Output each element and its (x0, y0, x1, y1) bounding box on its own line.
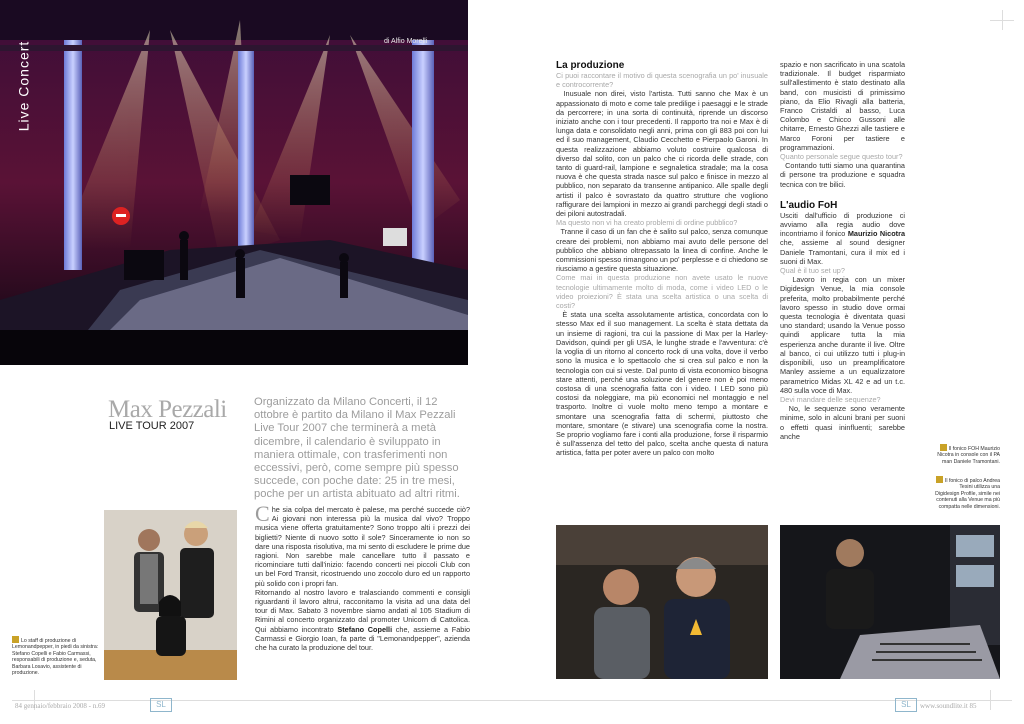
concert-photo (0, 0, 468, 365)
right-footer-tick (990, 690, 991, 710)
interview-text-1: Ci puoi raccontare il motivo di questa scenografia un po' inusuale e controcorrente? Inusuale non direi, visto l'artista. Tutti sanno che Max è un appassionato di moto e come tale predilige i paesaggi e le strade da percorrere; in una sorta di continuità, riprende un discorso iniziato anche con i tour precedenti. Il rapporto tra noi e Max è di lunga data e consolidato negli anni, prima con gli 883 poi con lui ed il suo management, Claudio Cecchetto e Pierpaolo Garoni. In questa realizzazione abbiamo voluto costruire qualcosa di diverso dal solito, con un palco che ci ricorda delle strade, con tanto di guard-rail, lampione e segnaletica stradale; ma la cosa nuova è che questa strada nasce sul palco e finisce in mezzo al pubblico, non separato da transenne antipanico. Alle spalle degli artisti il palco è sovrastato da quattro strutture che vogliono raffigurare dei lampioni in mezzo ai grandi parcheggi degli stadi o dei piloni autostradali. Ma questo non vi ha creato problemi di ordine pubblico? Tranne il caso di un fan che è salito sul palco, senza comunque creare dei problemi, non abbiamo mai avuto delle persone del pubblico che abbiano oltrepassato la linea di confine. Anche le commissioni spesso rimangono un po' perplesse e ci chiedono se riusciamo a gestire questa situazione. Come mai in questa produzione non avete usato le nuove tecnologie ultimamente molto di moda, come i video LED o le video proiezioni? È stata una scelta artistica o una scelta di costi? È stata una scelta assolutamente artistica, concordata con lo stesso Max ed il suo management. La scelta è stata dettata da un insieme di ragioni, tra cui la passione di Max per la Harley-Davidson, quindi per gli USA, le lunghe strade e l'avventura: c'è la voglia di un ritorno al concerto rock di una volta, dove il verbo sono la musica e lo spettacolo che si crea sul palco e non la tecnologia con cui si veste. Dal punto di vista economico bisogna stare attenti, perché una soluzione del genere non è poi meno costosa di una scenografia fatta con i video. I LED sono più costosi da noleggiare, ma più economici nel montaggio e nel trasporto. Inoltre ci vuole molto meno tempo a montare e smontare una scenografia fatta di schermi, piuttosto che montare, smontare (e stivare) una scenografia come la nostra. Se proprio vogliamo fare i conti alla produzione, forse il risparmio è sull'assenza del tetto del palco, scelta anche questa di natura artistica, fatta per poter avere un palco con molto (556, 71, 768, 458)
right-column-2 (780, 60, 905, 441)
heading-production: La produzione (556, 60, 625, 71)
monitor-photo (780, 525, 1000, 679)
stage-illustration (0, 0, 468, 365)
caption-marker-icon (936, 476, 943, 483)
dropcap: C (255, 501, 270, 526)
section-label: Live Concert (15, 40, 32, 132)
magazine-logo-right: SL (895, 698, 917, 712)
foh-photo (556, 525, 768, 679)
caption-marker-icon (12, 636, 19, 643)
right-footer: www.soundlite.it 85 (920, 702, 977, 710)
magazine-logo: SL (150, 698, 172, 712)
foh-illustration (556, 525, 768, 679)
caption-marker-icon (940, 444, 947, 451)
left-footer-rule (12, 700, 512, 701)
monitor-caption: Il fonico di palco Andrea Tesini utilizza una Digidesign Profile, simile nei contenuti alla Venue ma più compatta nelle dimensioni. (935, 478, 1000, 510)
interview-text-3: Usciti dall'ufficio di produzione ci avviamo alla regia audio dove incontriamo il fonico Maurizio Nicotra che, assieme al sound designer Daniele Tramontani, cura il mix ed i suoni di Max. Qual è il tuo set up? Lavoro in regia con un mixer Digidesign Venue, la mia console preferita, molto probabilmente perché lavoro spesso in studio dove ormai questa tecnologia è diventata quasi uno standard; usando la Venue posso quindi applicare tutta la mia esperienza anche durante il live. Oltre al banco, ci cui utilizzo tutti i plug-in disponibili, uso un preamplificatore Manley assieme a un equalizzatore parametrico Midas XL 42 e ad un t.c. 480 sulla voce di Max. Devi mandare delle sequenze? No, le sequenze sono veramente minime, solo in alcuni brani per suoni o effetti quasi ininfluenti; sarebbe anche (780, 210, 906, 441)
left-body: Che sia colpa del mercato è palese, ma perché succede ciò? Ai giovani non interessa più la musica dal vivo? Troppo musica viene offerta gratuitamente? Sono troppo alti i prezzi dei biglietti? Niente di nuovo sotto il sole? Sinceramente io non so dare una risposta risolutiva, ma mi sento di escludere le prime due ragioni. Non sarebbe male cancellare tutto il passato e ricominciare tutti dall'inizio: facendo concerti nei piccoli Club con un bel Ford Transit, ricostruendo uno zoccolo duro ed un rapporto più solido con i propri fan. Ritornando al nostro lavoro e tralasciando commenti e consigli riguardanti il lavoro altrui, racconitamo la visita ad una data del tour di Max. Sabato 3 novembre siamo andati al 105 Stadium di Rimini al concerto organizzato dal promoter Unicorn di Cattolica. Qui abbiamo incontrato Stefano Copelli che, assieme a Fabio Carmassi e Giorgio Ioan, fa parte di "Lemonandpepper", azienda che ha curato la produzione del tour. (255, 501, 471, 653)
right-footer-rule (512, 700, 1012, 701)
monitor-illustration (780, 525, 1000, 679)
article-title: Max Pezzali (108, 396, 227, 423)
heading-audio-foh: L'audio FoH (780, 199, 838, 211)
article-subtitle: LIVE TOUR 2007 (109, 420, 195, 432)
right-column-1 (556, 60, 768, 458)
lead-paragraph: Organizzato da Milano Concerti, il 12 ottobre è partito da Milano il Max Pezzali Live Tour 2007 che terminerà a metà dicembre, il calendario è sviluppato in maniera ottimale, con trasferimenti non eccessivi, però, come sempre più spesso succede, con poche date: 25 in tre mesi, poche per un artista abituato ad altri ritmi. (254, 396, 460, 501)
staff-photo (104, 510, 237, 680)
staff-caption: Lo staff di produzione di Lemonandpepper, in piedi da sinistra: Stefano Copelli e Fabio Carmassi, responsabili di produzione e, seduta, Barbara Losavio, assistente di produzione. (12, 638, 99, 677)
left-footer: 84 gennaio/febbraio 2008 - n.69 (15, 702, 106, 710)
foh-caption: Il fonico FOH Maurizio Nicotra in console con il PA man Daniele Tramontani. (937, 446, 1000, 465)
byline: di Alfio Morelli (384, 38, 428, 45)
interview-text-2: spazio e non sacrificato in una scatola tradizionale. Il budget risparmiato sull'allestimento è stato destinato alla band, con musicisti di primissimo piano, da Elio Rivagli alla batteria, Franco Cristaldi al basso, Luca Colombo e Chicco Gussoni alle chitarre, Ernesto Ghezzi alle tastiere e Marco Foroni per tastiere e programmazioni. Quanto personale segue questo tour? Contando tutti siamo una quarantina di persone tra produzione e squadra tecnica con tre bilici. (780, 60, 905, 189)
staff-illustration (104, 510, 237, 680)
crop-mark-horizontal (990, 20, 1014, 21)
